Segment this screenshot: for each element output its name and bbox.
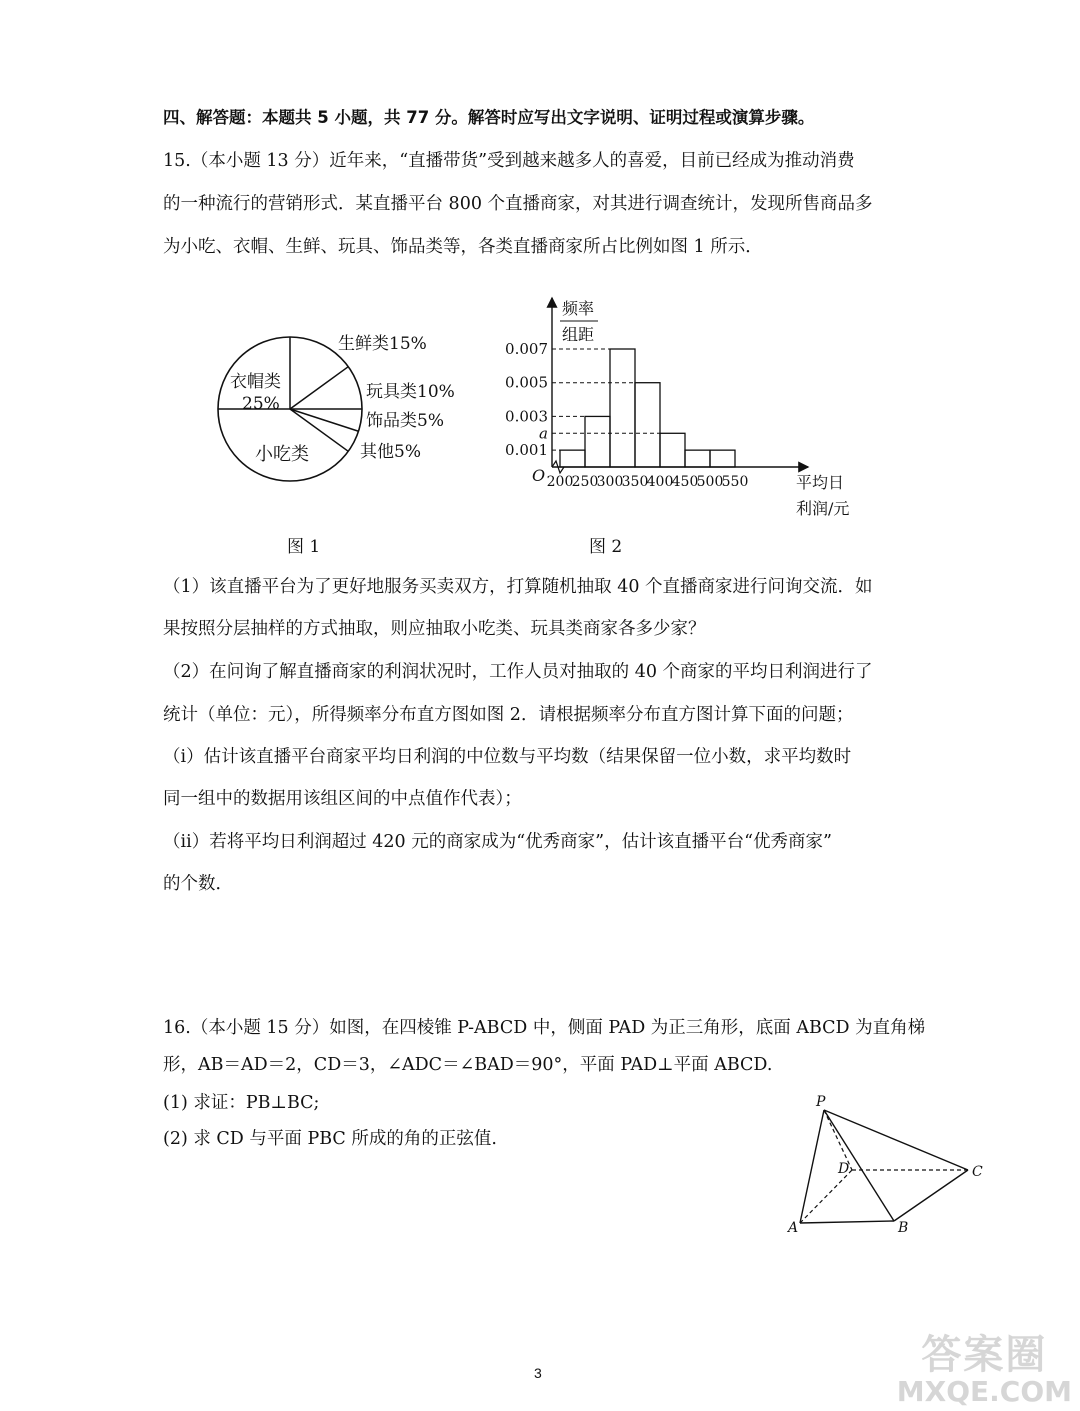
pie-label-snack: 小吃类	[255, 444, 309, 465]
watermark-logo	[897, 1333, 1072, 1407]
histogram-y-ticks	[505, 340, 548, 459]
q15-part1-line-1: （1）该直播平台为了更好地服务买卖双方，打算随机抽取 40 个直播商家进行问询交流．如	[163, 577, 873, 597]
histogram-x-ticks	[547, 474, 749, 490]
x-tick-label-550: 550	[721, 474, 749, 490]
edge-AD-hidden	[800, 1170, 852, 1223]
x-tick-label-450: 450	[671, 474, 699, 490]
histogram-chart	[490, 292, 875, 524]
y-tick-label-3: 0.003	[505, 407, 548, 426]
histogram-bar-300-350	[610, 349, 635, 467]
q15-part2i-line-2: 同一组中的数据用该组区间的中点值作代表）；	[163, 789, 522, 809]
y-tick-label-1: 0.001	[505, 441, 548, 460]
page-number: 3	[534, 1365, 542, 1381]
pie-label-fresh: 生鲜类15%	[338, 334, 427, 354]
vertex-label-C: C	[972, 1164, 983, 1180]
q15-part2-line-2: 统计（单位：元），所得频率分布直方图如图 2．请根据频率分布直方图计算下面的问题；	[163, 705, 854, 725]
x-axis-label-line1: 平均日	[796, 473, 845, 492]
x-tick-label-500: 500	[696, 474, 724, 490]
pie-label-clothing: 衣帽类	[230, 372, 281, 392]
pie-label-clothing-pct: 25%	[242, 394, 280, 414]
watermark-top: 答案圈	[921, 1332, 1048, 1378]
edge-PB	[824, 1110, 894, 1221]
pie-label-other: 其他5%	[360, 442, 421, 462]
q16-part1: (1) 求证：PB⊥BC;	[163, 1093, 320, 1113]
histogram-guides	[552, 349, 660, 450]
q15-part2-line-1: （2）在问询了解直播商家的利润状况时，工作人员对抽取的 40 个商家的平均日利润进行了	[163, 662, 873, 682]
figure-1-caption: 图 1	[287, 537, 321, 557]
histogram-bar-250-300	[585, 416, 610, 467]
pyramid-figure	[780, 1090, 990, 1240]
y-tick-label-2: a	[539, 424, 548, 443]
histogram-bar-500-550	[710, 450, 735, 467]
pie-divider-4	[290, 409, 358, 431]
q15-part2ii-line-1: （ⅱ）若将平均日利润超过 420 元的商家成为“优秀商家”，估计该直播平台“优秀商家”	[163, 832, 833, 852]
edge-BC	[894, 1170, 968, 1221]
y-tick-label-5: 0.007	[505, 340, 548, 358]
origin-label: O	[532, 466, 546, 485]
pie-label-accessory: 饰品类5%	[366, 411, 444, 431]
x-tick-label-250: 250	[571, 474, 599, 490]
y-axis-label-bottom: 组距	[562, 325, 595, 344]
vertex-label-D: D	[838, 1161, 850, 1177]
q15-part2ii-line-2: 的个数．	[163, 874, 233, 894]
q15-line-3: 为小吃、衣帽、生鲜、玩具、饰品类等，各类直播商家所占比例如图 1 所示．	[163, 237, 763, 257]
watermark-bottom: MXQE.COM	[896, 1375, 1072, 1408]
y-axis-label-top: 频率	[562, 299, 595, 318]
q15-part2i-line-1: （ⅰ）估计该直播平台商家平均日利润的中位数与平均数（结果保留一位小数，求平均数时	[163, 747, 852, 767]
histogram-bar-200-250	[560, 450, 585, 467]
q15-line-2: 的一种流行的营销形式．某直播平台 800 个直播商家，对其进行调查统计，发现所售商品多	[163, 194, 873, 214]
pie-divider-2	[290, 367, 348, 409]
x-tick-label-200: 200	[546, 474, 574, 490]
histogram-bar-350-400	[635, 383, 660, 467]
vertex-label-B: B	[898, 1220, 909, 1236]
histogram-bar-450-500	[685, 450, 710, 467]
vertex-label-P: P	[816, 1094, 826, 1110]
x-axis-label-line2: 利润/元	[796, 499, 850, 518]
x-tick-label-350: 350	[621, 474, 649, 490]
pie-slice-dividers	[218, 337, 362, 451]
histogram-bar-400-450	[660, 433, 685, 467]
x-tick-label-300: 300	[596, 474, 624, 490]
pie-label-toy: 玩具类10%	[366, 382, 455, 402]
y-tick-label-4: 0.005	[505, 373, 548, 392]
edge-AB	[800, 1221, 894, 1223]
figure-2-caption: 图 2	[589, 537, 623, 557]
pie-chart	[200, 320, 490, 500]
histogram-bars	[560, 349, 735, 467]
q16-line-2: 形，AB＝AD＝2，CD＝3，∠ADC＝∠BAD＝90°，平面 PAD⊥平面 ABCD.	[163, 1055, 773, 1075]
vertex-label-A: A	[788, 1220, 799, 1236]
q15-part1-line-2: 果按照分层抽样的方式抽取，则应抽取小吃类、玩具类商家各多少家？	[163, 619, 706, 639]
edge-PA	[800, 1110, 824, 1223]
q16-line-1: 16.（本小题 15 分）如图，在四棱锥 P-ABCD 中，侧面 PAD 为正三角形，底面 ABCD 为直角梯	[163, 1018, 926, 1038]
q15-line-1: 15.（本小题 13 分）近年来，“直播带货”受到越来越多人的喜爱，目前已经成为推动消费	[163, 151, 855, 171]
x-tick-label-400: 400	[646, 474, 674, 490]
section-heading: 四、解答题：本题共 5 小题，共 77 分。解答时应写出文字说明、证明过程或演算步骤。	[163, 108, 815, 127]
q16-part2: (2) 求 CD 与平面 PBC 所成的角的正弦值.	[163, 1129, 497, 1149]
